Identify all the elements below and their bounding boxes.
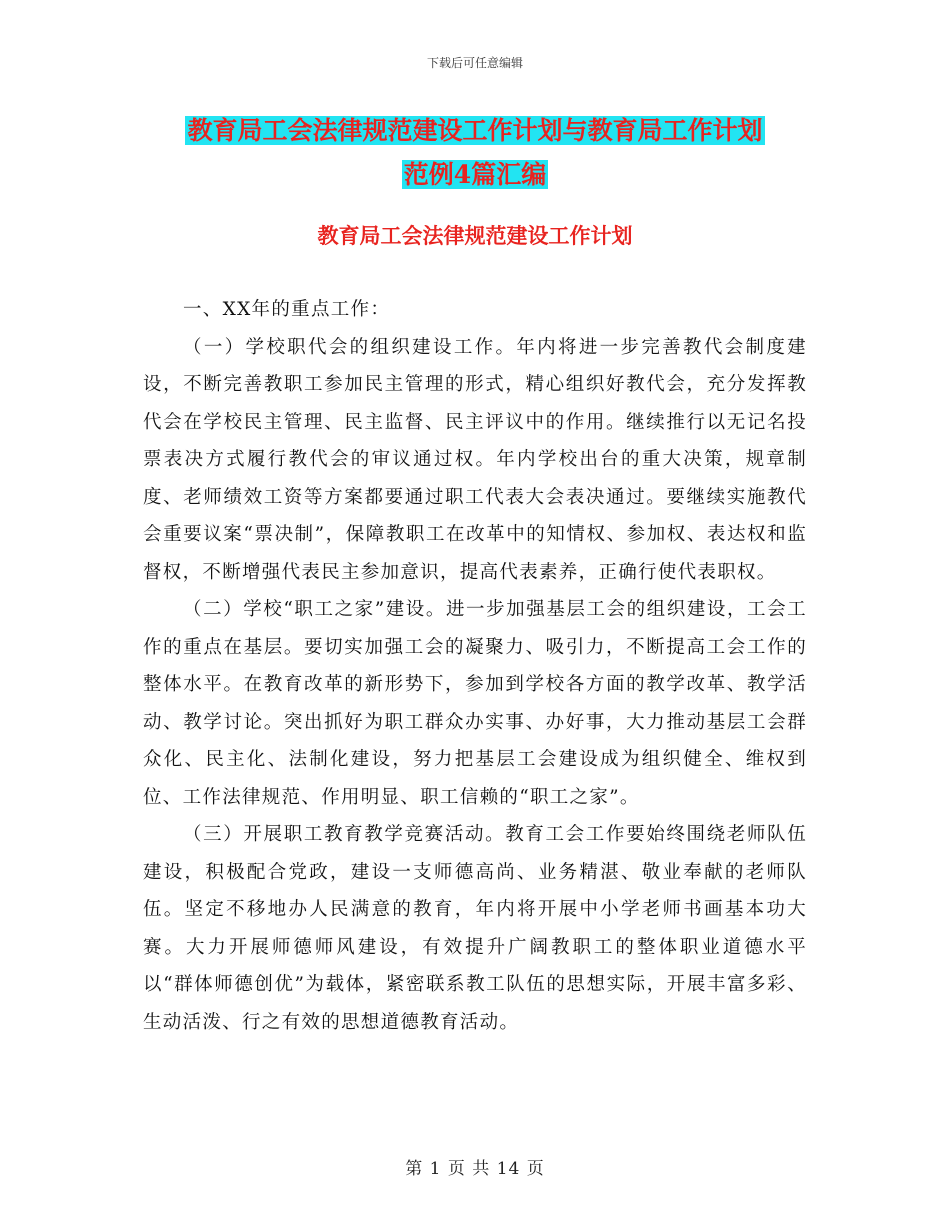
section-heading: 教育局工会法律规范建设工作计划: [317, 223, 633, 248]
paragraph-intro: 一、XX年的重点工作：: [183, 299, 391, 320]
document-title-text-2: 范例4篇汇编: [403, 160, 547, 189]
paragraph-1: （一）学校职代会的组织建设工作。年内将进一步完善教代会制度建设，不断完善教职工参加民主管理的形式，精心组织好教代会，充分发挥教代会在学校民主管理、民主监督、民主评议中的作用。继续推行以无记名投票表决方式履行教代会的审议通过权。年内学校出台的重大决策，规章制度、老师绩效工资等方案都要通过职工代表大会表决通过。要继续实施教代会重要议案“票决制”，保障教职工在改革中的知情权、参加权、表达权和监督权，不断增强代表民主参加意识，提高代表素养，正确行使代表职权。: [143, 336, 807, 583]
header-note: 下载后可任意编辑: [426, 56, 523, 70]
document-body: [143, 291, 807, 1041]
paragraph-3: （三）开展职工教育教学竞赛活动。教育工会工作要始终围绕老师队伍建设，积极配合党政，建设一支师德高尚、业务精湛、敬业奉献的老师队伍。坚定不移地办人民满意的教育，年内将开展中小学老师书画基本功大赛。大力开展师德师风建设，有效提升广阔教职工的整体职业道德水平以“群体师德创优”为载体，紧密联系教工队伍的思想实际，开展丰富多彩、生动活泼、行之有效的思想道德教育活动。: [143, 824, 807, 1033]
page-number-footer: 第 1 页 共 14 页: [405, 1159, 545, 1179]
document-title-line-2: [0, 156, 950, 194]
document-title-text-1: 教育局工会法律规范建设工作计划与教育局工作计划: [187, 116, 763, 145]
document-title-line-1: [0, 112, 950, 150]
paragraph-2: （二）学校“职工之家”建设。进一步加强基层工会的组织建设，工会工作的重点在基层。要切实加强工会的凝聚力、吸引力，不断提高工会工作的整体水平。在教育改革的新形势下，参加到学校各方面的教学改革、教学活动、教学讨论。突出抓好为职工群众办实事、办好事，大力推动基层工会群众化、民主化、法制化建设，努力把基层工会建设成为组织健全、维权到位、工作法律规范、作用明显、职工信赖的“职工之家”。: [143, 599, 807, 808]
